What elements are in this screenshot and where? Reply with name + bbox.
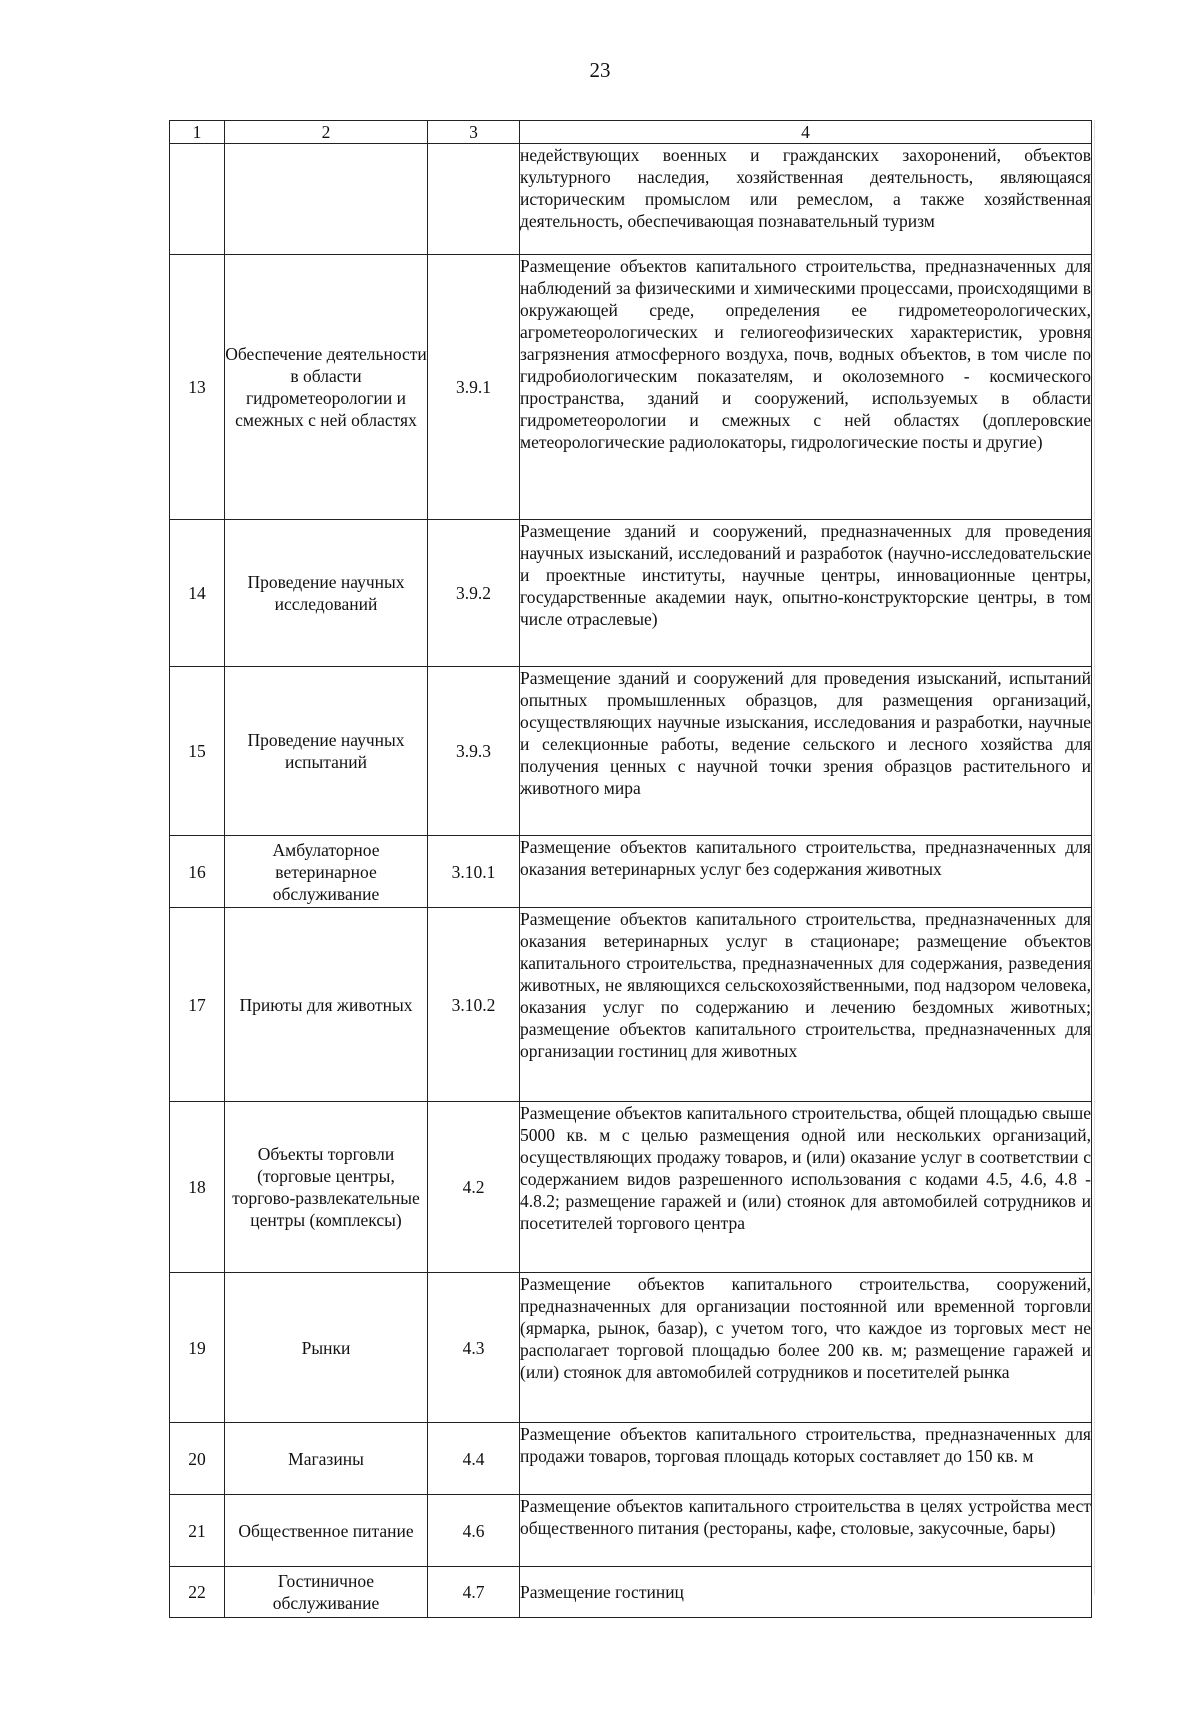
use-type-name-cell: Проведение научных испытаний	[225, 667, 428, 836]
scan-artifact-line	[1094, 120, 1095, 1595]
column-header-1: 1	[170, 121, 225, 144]
use-type-name-cell: Гостиничное обслуживание	[225, 1567, 428, 1618]
use-type-description-cell: Размещение гостиниц	[520, 1567, 1092, 1618]
row-number-cell: 20	[170, 1423, 225, 1495]
use-type-code-cell: 4.3	[428, 1273, 520, 1423]
table-row	[170, 1273, 1092, 1423]
row-number-cell: 14	[170, 520, 225, 667]
column-header-4: 4	[520, 121, 1092, 144]
table-row	[170, 1102, 1092, 1273]
use-type-description-cell: Размещение объектов капитального строительства, предназначенных для наблюдений за физическими и химическими процессами, происходящими в окружающей среде, определения ее гидрометеорологических, агрометеорологических и гелиогеофизических характеристик, уровня загрязнения атмосферного воздуха, почв, водных объектов, в том числе по гидробиологическим показателям, и околоземного - космического пространства, зданий и сооружений, используемых в области гидрометеорологии и смежных с ней областях (доплеровские метеорологические радиолокаторы, гидрологические посты и другие)	[520, 255, 1092, 520]
use-type-description-cell: Размещение зданий и сооружений, предназначенных для проведения научных изысканий, исследований и разработок (научно-исследовательские и проектные институты, научные центры, инновационные центры, государственные академии наук, опытно-конструкторские центры, в том числе отраслевые)	[520, 520, 1092, 667]
use-type-code-cell: 3.9.2	[428, 520, 520, 667]
table-row	[170, 1495, 1092, 1567]
use-type-description-cell: Размещение объектов капитального строительства, предназначенных для продажи товаров, торговая площадь которых составляет до 150 кв. м	[520, 1423, 1092, 1495]
table-row	[170, 1567, 1092, 1618]
use-type-description-cell: Размещение объектов капитального строительства, сооружений, предназначенных для организации постоянной или временной торговли (ярмарка, рынок, базар), с учетом того, что каждое из торговых мест не располагает торговой площадью более 200 кв. м; размещение гаражей и (или) стоянок для автомобилей сотрудников и посетителей рынка	[520, 1273, 1092, 1423]
use-type-name-cell: Амбулаторное ветеринарное обслуживание	[225, 836, 428, 908]
row-number-cell	[170, 144, 225, 255]
page-number: 23	[589, 58, 611, 82]
row-number-cell: 17	[170, 908, 225, 1102]
use-type-description-cell: Размещение объектов капитального строительства, предназначенных для оказания ветеринарных услуг в стационаре; размещение объектов капитального строительства, предназначенных для содержания, разведения животных, не являющихся сельскохозяйственными, под надзором человека, оказания услуг по содержанию и лечению бездомных животных; размещение объектов капитального строительства, предназначенных для организации гостиниц для животных	[520, 908, 1092, 1102]
use-type-code-cell: 3.10.1	[428, 836, 520, 908]
use-type-name-cell: Общественное питание	[225, 1495, 428, 1567]
use-type-name-cell: Магазины	[225, 1423, 428, 1495]
table-row	[170, 667, 1092, 836]
use-type-code-cell: 4.2	[428, 1102, 520, 1273]
use-type-code-cell: 4.7	[428, 1567, 520, 1618]
use-type-description-cell: Размещение объектов капитального строительства, предназначенных для оказания ветеринарных услуг без содержания животных	[520, 836, 1092, 908]
use-type-code-cell: 3.9.1	[428, 255, 520, 520]
use-type-description-cell: недействующих военных и гражданских захоронений, объектов культурного наследия, хозяйственная деятельность, являющаяся историческим промыслом или ремеслом, а также хозяйственная деятельность, обеспечивающая познавательный туризм	[520, 144, 1092, 255]
column-header-3: 3	[428, 121, 520, 144]
table-row	[170, 520, 1092, 667]
table-header-row	[170, 121, 1092, 144]
use-type-description-cell: Размещение объектов капитального строительства в целях устройства мест общественного питания (рестораны, кафе, столовые, закусочные, бары)	[520, 1495, 1092, 1567]
use-type-code-cell	[428, 144, 520, 255]
use-type-code-cell: 3.9.3	[428, 667, 520, 836]
land-use-table	[169, 120, 1092, 1618]
row-number-cell: 18	[170, 1102, 225, 1273]
row-number-cell: 16	[170, 836, 225, 908]
table-row	[170, 1423, 1092, 1495]
table-row	[170, 908, 1092, 1102]
use-type-code-cell: 3.10.2	[428, 908, 520, 1102]
use-type-name-cell: Рынки	[225, 1273, 428, 1423]
use-type-description-cell: Размещение объектов капитального строительства, общей площадью свыше 5000 кв. м с целью размещения одной или нескольких организаций, осуществляющих продажу товаров, и (или) оказание услуг в соответствии с содержанием видов разрешенного использования с кодами 4.5, 4.6, 4.8 - 4.8.2; размещение гаражей и (или) стоянок для автомобилей сотрудников и посетителей торгового центра	[520, 1102, 1092, 1273]
column-header-2: 2	[225, 121, 428, 144]
table-row	[170, 836, 1092, 908]
use-type-name-cell: Приюты для животных	[225, 908, 428, 1102]
use-type-code-cell: 4.6	[428, 1495, 520, 1567]
use-type-name-cell: Проведение научных исследований	[225, 520, 428, 667]
table-row	[170, 255, 1092, 520]
use-type-name-cell	[225, 144, 428, 255]
use-type-description-cell: Размещение зданий и сооружений для проведения изысканий, испытаний опытных промышленных образцов, для размещения организаций, осуществляющих научные изыскания, исследования и разработки, научные и селекционные работы, ведение сельского и лесного хозяйства для получения ценных с научной точки зрения образцов растительного и животного мира	[520, 667, 1092, 836]
row-number-cell: 21	[170, 1495, 225, 1567]
row-number-cell: 13	[170, 255, 225, 520]
use-type-name-cell: Обеспечение деятельности в области гидрометеорологии и смежных с ней областях	[225, 255, 428, 520]
row-number-cell: 22	[170, 1567, 225, 1618]
row-number-cell: 19	[170, 1273, 225, 1423]
table-row-continuation	[170, 144, 1092, 255]
use-type-name-cell: Объекты торговли (торговые центры, торгово-развлекательные центры (комплексы)	[225, 1102, 428, 1273]
use-type-code-cell: 4.4	[428, 1423, 520, 1495]
row-number-cell: 15	[170, 667, 225, 836]
